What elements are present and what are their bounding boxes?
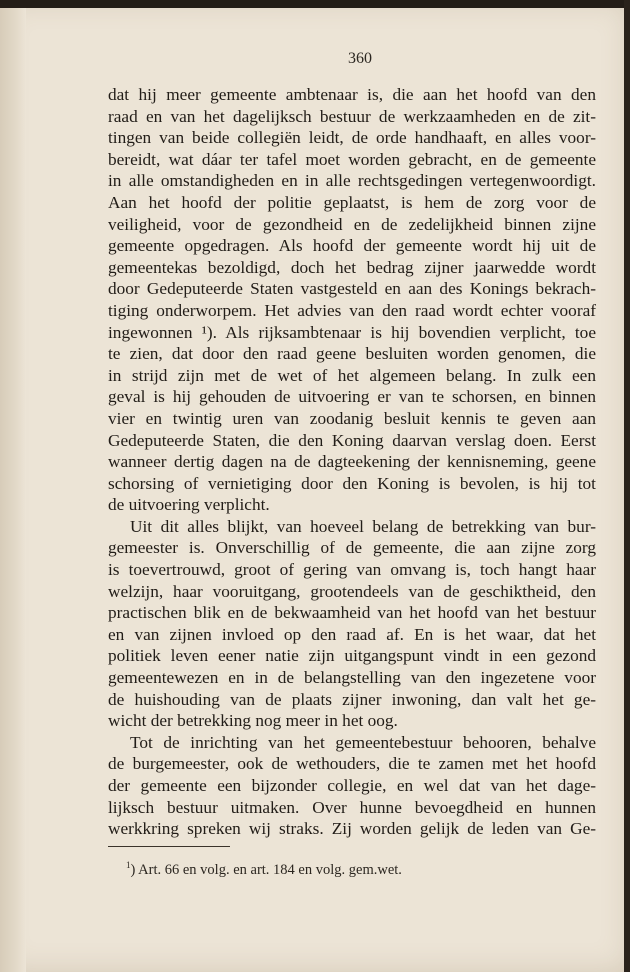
text-line: der gemeente een bijzonder collegie, en wel dat van het dage- [108,776,596,795]
page-number: 360 [348,50,372,67]
text-line: Aan het hoofd der politie geplaatst, is hem de zorg voor de [108,192,596,212]
text-line: gemeentewezen en in de belangstelling van den ingezetene voor [108,668,596,688]
text-line: de huishouding van de plaats zijner inwoning, dan valt het ge- [108,689,596,709]
text-line: schorsing of vernietiging door den Koning is bevolen, is hij tot [108,473,596,493]
text-line: geval is hij gehouden de uitvoering er van te schorsen, en binnen [108,387,596,407]
text-line: in strijd zijn met de wet of het algemeen belang. In zulk een [108,365,596,385]
text-line: Tot de inrichting van het gemeentebestuur behooren, behalve [130,732,596,752]
text-line: gemeente opgedragen. Als hoofd der gemeente wordt hij uit de [108,236,596,256]
text-line: dat hij meer gemeente ambtenaar is, die aan het hoofd van den [108,85,596,104]
text-line: werkkring spreken wij straks. Zij worden gelijk de leden van Ge- [108,819,596,839]
text-line: raad en van het dagelijksch bestuur de werkzaamheden en de zit- [108,106,596,126]
scan-border-top [0,0,630,8]
text-line: ingewonnen ¹). Als rijksambtenaar is hij bovendien verplicht, toe [108,322,596,342]
footnote-text: ) Art. 66 en volg. en art. 184 en volg. gem.wet. [130,861,402,878]
footnote [126,860,402,879]
text-line: te zien, dat door den raad geene besluiten worden genomen, die [108,344,596,364]
footnote-marker: 1 [126,860,131,870]
scan-border-right [624,0,630,972]
text-line: veiligheid, voor de gezondheid en de zedelijkheid binnen zijne [108,214,596,234]
body-text [108,84,596,840]
text-line: bereidt, wat dáar ter tafel moet worden gebracht, en de gemeente [108,149,596,169]
text-line: Uit dit alles blijkt, van hoeveel belang de betrekking van bur- [130,516,596,536]
text-line: lijksch bestuur uitmaken. Over hunne bevoegdheid en hunnen [108,797,596,817]
text-line: gemeester is. Onverschillig of de gemeente, die aan zijne zorg [108,538,596,558]
text-line: gemeentekas bezoldigd, doch het bedrag zijner jaarwedde wordt [108,257,596,277]
text-line: in alle omstandigheden en in alle rechtsgedingen vertegenwoordigt. [108,171,596,191]
page-left-edge [0,8,26,972]
text-line: wanneer dertig dagen na de dagteekening der kennisneming, geene [108,452,596,472]
text-line: wicht der betrekking nog meer in het oog. [108,711,398,731]
text-line: politiek leven eener natie zijn uitgangspunt vindt in een gezond [108,646,596,666]
text-line: is toevertrouwd, groot of gering van omvang is, toch hangt haar [108,560,596,580]
text-line: vier en twintig uren van zoodanig besluit kennis te geven aan [108,408,596,428]
text-line: practischen blik en de bekwaamheid van het hoofd van het bestuur [108,603,596,623]
text-line: tiging onderworpem. Het advies van den raad wordt echter vooraf [108,300,596,320]
text-line: en van zijnen invloed op den raad af. En is het waar, dat het [108,624,596,644]
text-line: de uitvoering verplicht. [108,495,270,515]
footnote-rule [108,846,230,847]
text-line: Gedeputeerde Staten, die den Koning daarvan verslag doen. Eerst [108,430,596,450]
text-line: de burgemeester, ook de wethouders, die te zamen met het hoofd [108,754,596,774]
text-line: door Gedeputeerde Staten vastgesteld en aan des Konings bekrach- [108,279,596,299]
text-line: welzijn, haar vooruitgang, grootendeels van de geschiktheid, den [108,581,596,601]
text-line: tingen van beide collegiën leidt, de orde handhaaft, en alles voor- [108,128,596,148]
